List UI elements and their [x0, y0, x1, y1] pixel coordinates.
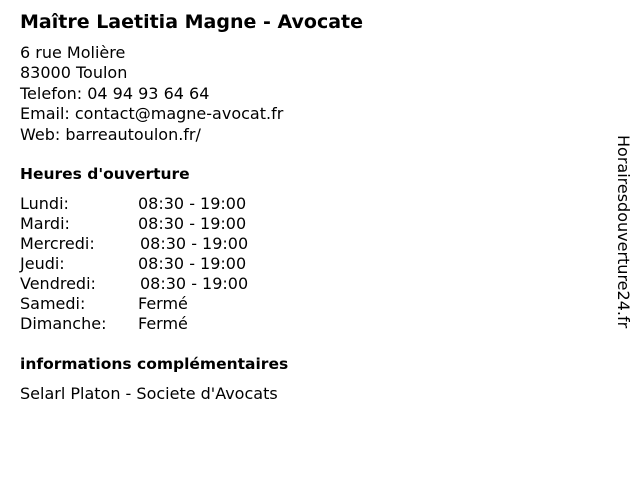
side-brand-label: Horairesdouverture24.fr	[614, 135, 633, 329]
address-block	[20, 43, 283, 145]
email-address: Email: contact@magne-avocat.fr	[20, 104, 284, 124]
day-label: Samedi:	[20, 294, 86, 313]
day-label: Vendredi:	[20, 274, 96, 293]
hours-value: 08:30 - 19:00	[138, 194, 247, 213]
page-title: Maître Laetitia Magne - Avocate	[20, 11, 364, 33]
day-label: Mardi:	[20, 214, 70, 233]
day-label: Jeudi:	[20, 254, 65, 273]
hours-value: Fermé	[138, 294, 188, 313]
hours-value: Fermé	[138, 314, 188, 333]
phone-number: Telefon: 04 94 93 64 64	[20, 83, 210, 103]
hours-value: 08:30 - 19:00	[140, 234, 249, 253]
hours-value: 08:30 - 19:00	[138, 214, 247, 233]
hours-value: 08:30 - 19:00	[138, 254, 247, 273]
info-heading: informations complémentaires	[20, 355, 289, 373]
hours-heading: Heures d'ouverture	[20, 165, 190, 183]
hours-value: 08:30 - 19:00	[140, 274, 249, 293]
website-address: Web: barreautoulon.fr/	[20, 124, 201, 144]
day-label: Dimanche:	[20, 314, 107, 333]
day-label: Mercredi:	[20, 234, 95, 253]
info-text: Selarl Platon - Societe d'Avocats	[20, 384, 278, 403]
street-address: 6 rue Molière	[20, 43, 126, 62]
day-label: Lundi:	[20, 194, 69, 213]
city-address: 83000 Toulon	[20, 63, 128, 83]
